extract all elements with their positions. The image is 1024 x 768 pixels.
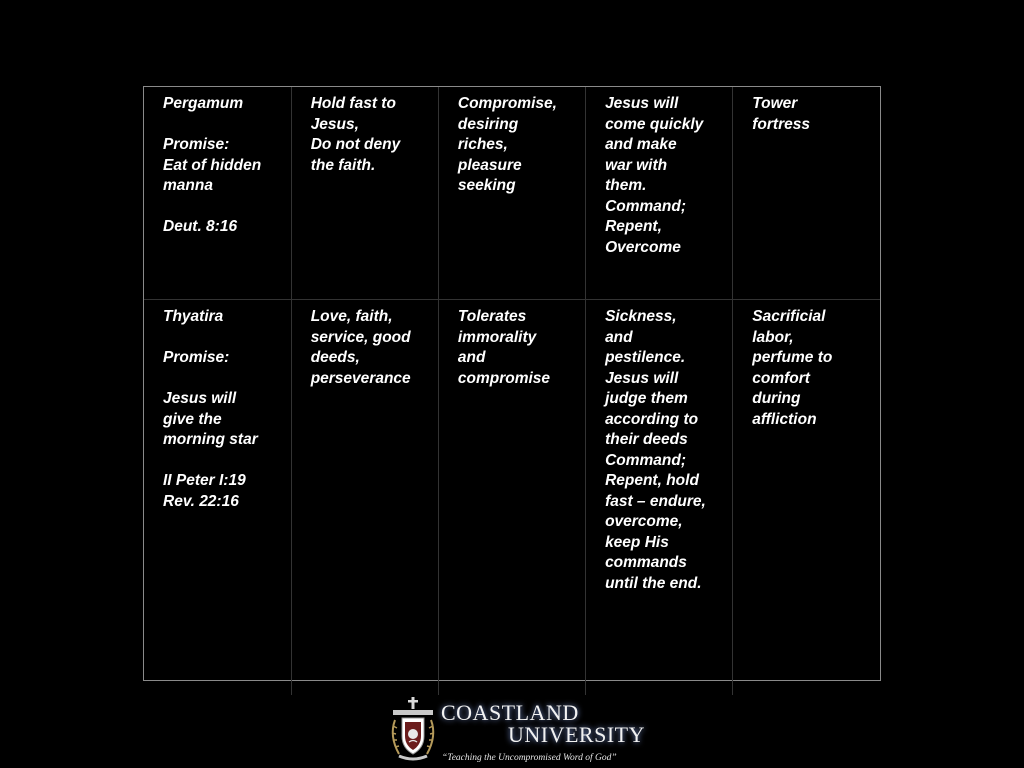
- table-cell: Hold fast to Jesus, Do not deny the faith.: [291, 87, 438, 300]
- logo-line-coastland: COASTLAND: [441, 700, 579, 725]
- table-cell: Sickness, and pestilence. Jesus will judge them according to their deeds Command; Repent, hold fast – endure, overcome, keep His commands until the end.: [586, 300, 733, 696]
- logo-line-university: UNIVERSITY: [508, 722, 645, 747]
- table-cell: Compromise, desiring riches, pleasure seeking: [438, 87, 585, 300]
- table-row: [144, 300, 880, 696]
- churches-table-frame: [143, 86, 881, 681]
- table-cell: Sacrificial labor, perfume to comfort during affliction: [752, 308, 833, 428]
- table-cell: Jesus will come quickly and make war with them. Command; Repent, Overcome: [586, 87, 733, 300]
- churches-table: [144, 87, 880, 695]
- table-cell: Thyatira Promise: Jesus will give the morning star II Peter I:19 Rev. 22:16: [144, 300, 291, 696]
- logo-tagline: “Teaching the Uncompromised Word of God”: [442, 753, 617, 763]
- table-cell: Love, faith, service, good deeds, perseverance: [291, 300, 438, 696]
- table-row: [144, 87, 880, 300]
- table-cell: Tolerates immorality and compromise: [438, 300, 585, 696]
- crest-icon: [387, 696, 439, 762]
- university-logo: [384, 694, 654, 766]
- table-cell: Pergamum Promise: Eat of hidden manna Deut. 8:16: [144, 87, 291, 300]
- table-cell: Tower fortress: [733, 87, 880, 300]
